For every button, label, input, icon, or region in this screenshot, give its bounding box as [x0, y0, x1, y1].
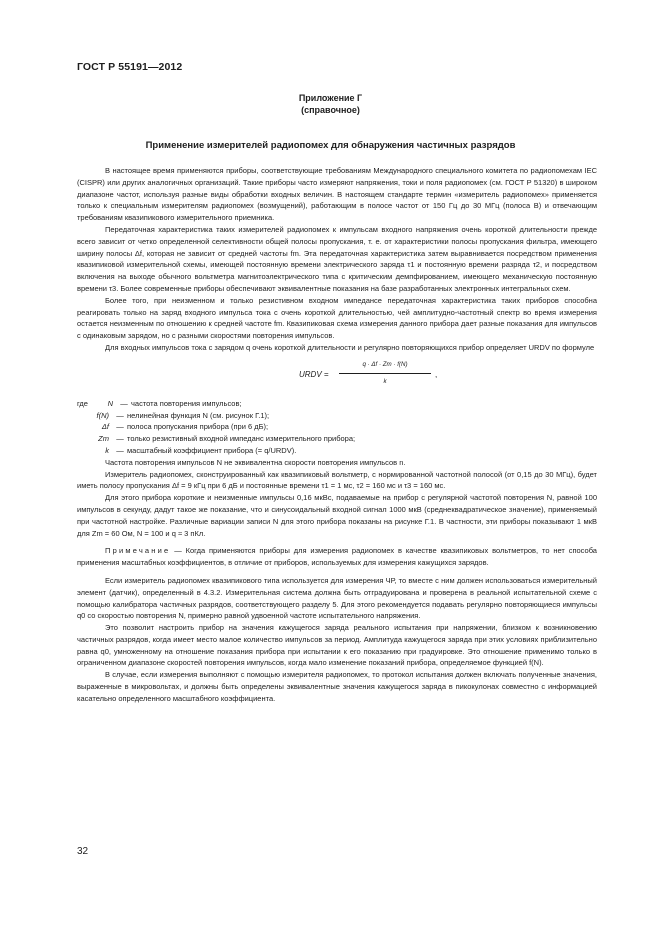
paragraph: Для входных импульсов тока с зарядом q очень короткой длительности и регулярно повторяющихся прибор определяет URDV по формуле — [105, 342, 595, 352]
appendix-title: Приложение Г — [298, 93, 363, 103]
section-title: Применение измерителей радиопомех для обнаружения частичных разрядов — [145, 140, 516, 151]
formula-fraction — [339, 359, 431, 388]
legend-row — [77, 433, 597, 445]
formula-urdv — [77, 355, 597, 395]
appendix-subtitle: (справочное) — [301, 105, 360, 115]
paragraph: Для этого прибора короткие и неизменные импульсы 0,16 мкВс, подаваемые на прибор с регулярной частотой повторения N, равной 100 импульсов в секунду, дадут такое же показание, что и синусоидальный входной сигнал 1000 мкВ (среднеквадратическое значение), применяемый при частотной настройке. Различные вариации записи N для этого прибора показаны на рисунке Г.1. В частности, эти приборы показывают 1 мкВ для Zm = 60 Ом, N = 100 и q ≈ 3 пКл. — [77, 493, 597, 538]
paragraph: Измеритель радиопомех, сконструированный как квазипиковый вольтметр, с нормированной частотной полосой (от 0,15 до 30 МГц), будет иметь полосу пропускания Δf = 9 кГц при 6 дБ и постоянные времени τ1 = 1 мс, τ2 = 160 мс и τ3 = 160 мс. — [77, 469, 597, 491]
legend-row — [77, 445, 597, 457]
formula-legend — [77, 398, 597, 457]
document-body — [77, 165, 597, 705]
paragraph: В случае, если измерения выполняют с помощью измерителя радиопомех, то протокол испытания должен включать полученные значения, выраженные в микровольтах, и должны быть определены эквивалентные значения кажущегося заряда в пикокулонах совместно с информацией касательно определенного масштабного коэффициента. — [77, 670, 597, 703]
note-label: Примечание — [105, 546, 171, 556]
formula-lhs: URDV = — [299, 369, 329, 379]
legend-text: масштабный коэффициент прибора (= q/URDV). — [127, 445, 297, 455]
paragraph: Частота повторения импульсов N не эквивалентна скорости повторения импульсов n. — [105, 457, 406, 467]
legend-dash: — — [116, 410, 124, 420]
legend-dash: — — [116, 434, 124, 444]
formula-comma: , — [435, 369, 438, 379]
legend-symbol: f(N) — [96, 410, 109, 420]
legend-row — [77, 398, 597, 410]
legend-text: частота повторения импульсов; — [131, 398, 242, 408]
standard-header: ГОСТ Р 55191—2012 — [77, 61, 183, 73]
paragraph: Если измеритель радиопомех квазипикового типа используется для измерения ЧР, то вместе с ним должен использоваться измерительный элемент (датчик), определенный в 4.3.2. Измерительная система должна быть отградуирована и проверена в реальной испытательной схеме с помощью калибратора частичных разрядов, соответствующего разделу 5. Для этого рекомендуется подавать регулярно повторяющиеся импульсы q0 со скоростью повторения N, примерно равной удвоенной частоте испытательного напряжения. — [77, 575, 597, 621]
paragraph: Передаточная характеристика таких измерителей радиопомех к импульсам входного напряжения очень короткой длительности прежде всего зависит от четко определенной селективности общей полосы пропускания, т. е. от характеристики полосы пропускания фильтра, имеющего ширину полосы Δf, которая не зависит от средней частоты fm. Эта передаточная характеристика затем выравнивается посредством применения квазипиковой измерительной схемы, имеющей постоянную времени электрического заряда τ1 и постоянную времени разряда τ2, и посредством включения на выходе обычного вольтметра магнитоэлектрического типа с критическим демпфированием, имеющего механическую постоянную времени τ3. Более современные приборы обеспечивают эквивалентные показания на базе разработанных электронных интегральных схем. — [77, 224, 597, 293]
note-text: — Когда применяются приборы для измерения радиопомех в качестве квазипиковых вольтметров, то нет способа применения масштабных коэффициентов, в отличие от приборов, используемых для измерения кажущихся зарядов. — [77, 546, 597, 568]
note-block — [77, 545, 597, 569]
legend-text: нелинейная функция N (см. рисунок Г.1); — [127, 410, 270, 420]
paragraph: В настоящее время применяются приборы, соответствующие требованиям Международного специального комитета по радиопомехам IEC (CISPR) или других аналогичных организаций. Такие приборы часто измеряют напряжения, токи и поля радиопомех (см. ГОСТ Р 51320) в широком диапазоне частот, используя разные виды обработки входных величин. В настоящем стандарте термин «измеритель радиопомех» применяется только к специальным измерителям радиопомех (возмущений), работающим в полосе частот от 150 Гц до 30 МГц (полоса В) и отвечающим требованиям квазипикового измерительного приемника. — [77, 166, 597, 223]
legend-symbol: Δf — [101, 422, 109, 432]
legend-text: полоса пропускания прибора (при 6 дБ); — [127, 422, 269, 432]
legend-dash: — — [116, 422, 124, 432]
legend-text: только резистивный входной импеданс измерительного прибора; — [127, 434, 356, 444]
legend-symbol: Zm — [98, 434, 109, 444]
paragraph: Более того, при неизменном и только резистивном входном импедансе передаточная характеристика таких приборов способна реагировать только на заряд входного импульса тока с очень короткой длительностью, чей амплитудно-частотный спектр во время измерения остается неизменным по отношению к средней частоте fm. Квазипиковая схема измерения данного прибора дает разные показания для импульсов с одинаковым зарядом, но с разными скоростями повторения импульсов. — [77, 295, 597, 341]
legend-dash: — — [116, 445, 124, 455]
page-number: 32 — [77, 846, 89, 857]
note-paragraph — [77, 545, 597, 569]
formula-numerator: q · Δf · Zm · f(N) — [339, 359, 431, 374]
formula-denominator: k — [383, 377, 387, 385]
legend-row — [77, 421, 597, 433]
legend-symbol: k — [105, 445, 109, 455]
legend-intro: где — [77, 398, 88, 408]
legend-row — [77, 410, 597, 422]
legend-symbol: N — [107, 398, 113, 408]
paragraph: Это позволит настроить прибор на значения кажущегося заряда реального испытания при напряжении, близком к возникновению частичных разрядов, когда имеет место малое количество импульсов за период. Амплитуда кажущегося заряда при этих условиях приблизительно равна q0, умноженному на отношение показания прибора при испытании к его показанию при градуировке. Это отношение применимо только в ограниченном диапазоне скоростей повторения импульсов, когда мало изменение показаний прибора, определяемое функцией f(N). — [77, 623, 597, 668]
legend-dash: — — [120, 398, 128, 408]
